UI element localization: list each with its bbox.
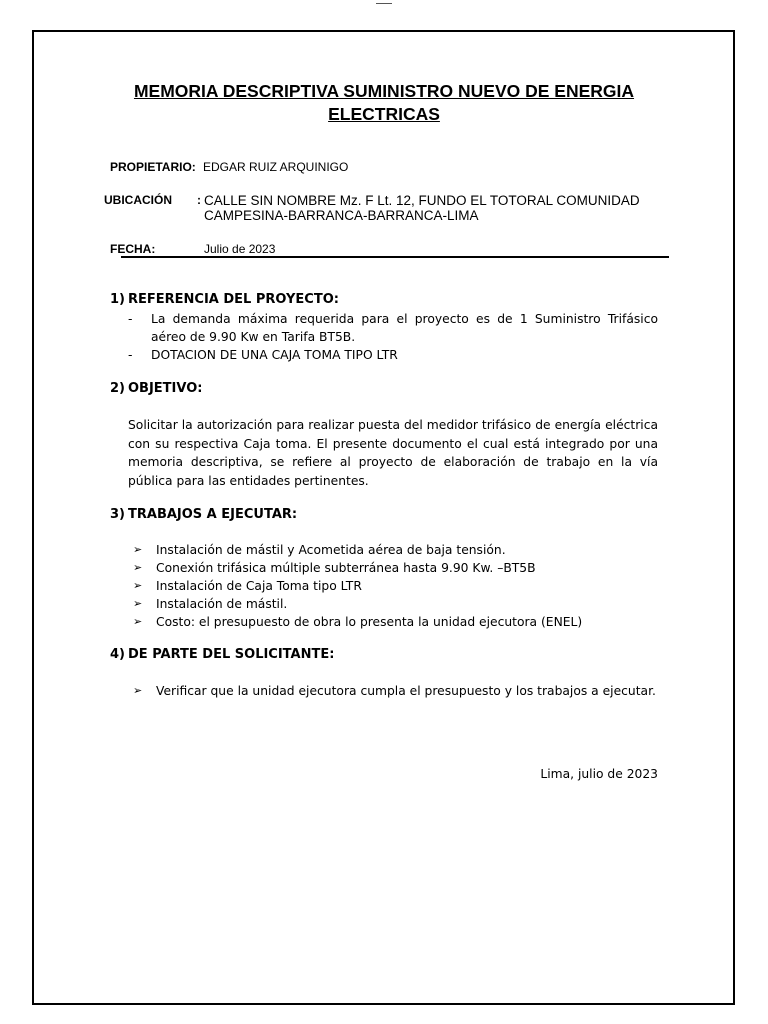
list-item-text: Verificar que la unidad ejecutora cumpla el presupuesto y los trabajos a ejecutar. xyxy=(156,684,656,698)
list-item-text: La demanda máxima requerida para el proyecto es de 1 Suministro Trifásico aéreo de 9.90 Kw en Tarifa BT5B. xyxy=(151,312,658,344)
list-item xyxy=(133,595,658,613)
owner-label: PROPIETARIO: xyxy=(110,160,196,174)
date-label: FECHA: xyxy=(110,242,156,256)
location-line-1: CALLE SIN NOMBRE Mz. F Lt. 12, FUNDO EL TOTORAL COMUNIDAD xyxy=(204,193,640,208)
section-number: 4) xyxy=(110,647,125,662)
section-heading-objetivo xyxy=(110,381,202,396)
list-item-text: Conexión trifásica múltiple subterránea hasta 9.90 Kw. –BT5B xyxy=(156,561,536,575)
arrow-bullet-icon: ➢ xyxy=(133,615,143,628)
list-marker: - xyxy=(128,312,133,326)
section-title: OBJETIVO: xyxy=(128,381,203,396)
section-heading-referencia xyxy=(110,292,339,307)
arrow-bullet-icon: ➢ xyxy=(133,597,143,610)
closing-place-date: Lima, julio de 2023 xyxy=(540,767,658,781)
list-item xyxy=(133,541,658,559)
section-number: 1) xyxy=(110,292,125,307)
section-title: REFERENCIA DEL PROYECTO: xyxy=(128,292,339,307)
list-item xyxy=(133,613,658,631)
list-marker: - xyxy=(128,348,133,362)
section-number: 2) xyxy=(110,381,125,396)
applicant-list xyxy=(133,682,658,700)
arrow-bullet-icon: ➢ xyxy=(133,684,143,697)
date-value: Julio de 2023 xyxy=(204,242,276,256)
header-divider xyxy=(121,256,669,258)
list-item-text: Instalación de mástil. xyxy=(156,597,288,611)
list-item xyxy=(133,682,658,700)
list-item-text: Instalación de Caja Toma tipo LTR xyxy=(156,579,362,593)
section-heading-trabajos xyxy=(110,507,297,522)
list-item-text: Costo: el presupuesto de obra lo presenta la unidad ejecutora (ENEL) xyxy=(156,615,583,629)
list-item xyxy=(133,577,658,595)
arrow-bullet-icon: ➢ xyxy=(133,561,143,574)
section-title: DE PARTE DEL SOLICITANTE: xyxy=(128,647,335,662)
section-title: TRABAJOS A EJECUTAR: xyxy=(128,507,298,522)
works-list xyxy=(133,541,658,631)
list-item xyxy=(133,559,658,577)
list-item-text: DOTACION DE UNA CAJA TOMA TIPO LTR xyxy=(151,348,398,362)
page-top-mark xyxy=(376,0,392,4)
arrow-bullet-icon: ➢ xyxy=(133,579,143,592)
objective-paragraph: Solicitar la autorización para realizar puesta del medidor trifásico de energía eléctrica con su respectiva Caja toma. El presente documento el cual está integrado por una memoria descriptiva, se refiere al proyecto de elaboración de trabajo en la vía pública para las entidades pertinentes. xyxy=(128,418,658,488)
location-label: UBICACIÓN xyxy=(104,193,172,207)
section-heading-solicitante xyxy=(110,647,334,662)
list-item xyxy=(128,346,658,364)
section-number: 3) xyxy=(110,507,125,522)
location-line-2: CAMPESINA-BARRANCA-BARRANCA-LIMA xyxy=(204,208,479,223)
document-title: MEMORIA DESCRIPTIVA SUMINISTRO NUEVO DE ENERGIA ELECTRICAS xyxy=(133,81,635,124)
owner-value: EDGAR RUIZ ARQUINIGO xyxy=(203,160,349,174)
list-item-text: Instalación de mástil y Acometida aérea de baja tensión. xyxy=(156,543,506,557)
list-item xyxy=(128,310,658,346)
location-colon: : xyxy=(197,193,201,207)
arrow-bullet-icon: ➢ xyxy=(133,543,143,556)
